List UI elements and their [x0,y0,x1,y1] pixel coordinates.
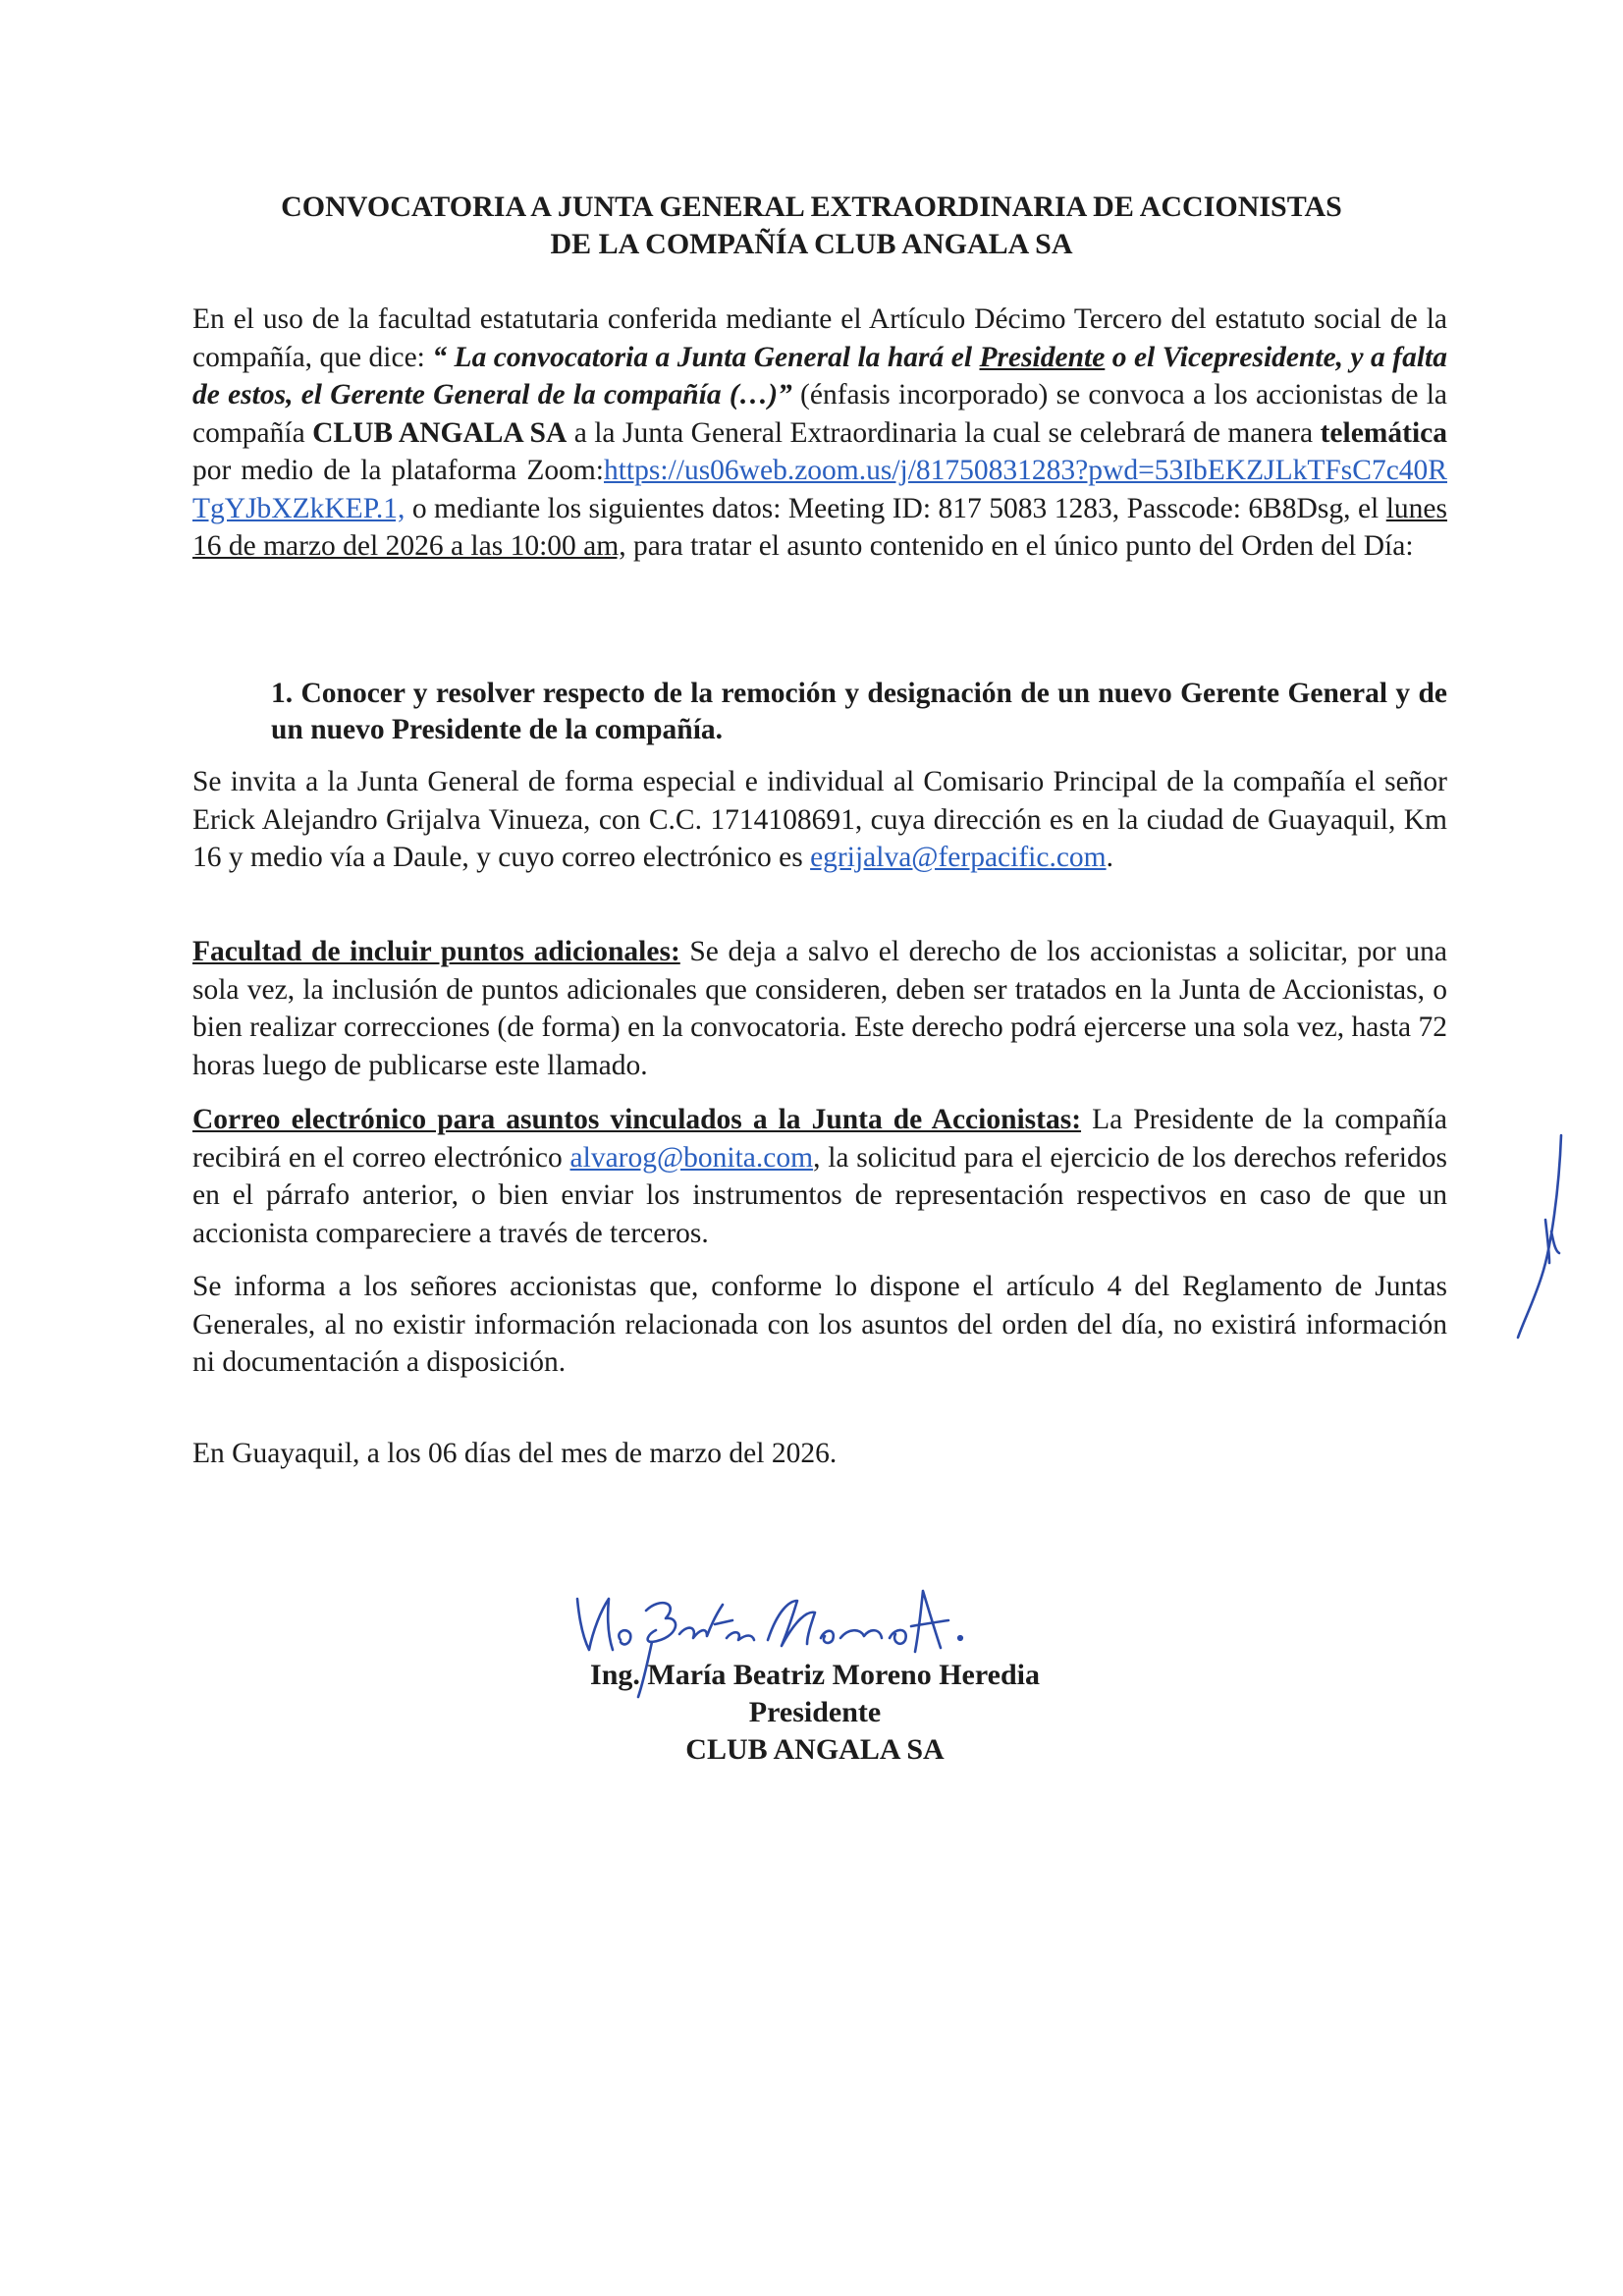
intro-text-4: por medio de la plataforma Zoom: [192,455,604,486]
intro-text-5: o mediante los siguientes datos: Meeting ID: 817 5083 1283, Passcode: 6B8Dsg, el [405,492,1386,524]
email-text-1: La Presidente de la compañía recibirá en el correo electrónico [192,1104,1447,1174]
president-email-link[interactable]: alvarog@bonita.com [569,1141,814,1174]
quote-part-3: o el Vicepresidente, y a falta de estos, el Gerente General de la compañía (…)” [192,341,1447,410]
agenda-item: 1. Conocer y resolver respecto de la remoción y designación de un nuevo Gerente General y de un nuevo Presidente de la compañía. [271,678,1447,745]
information-paragraph: Se informa a los señores accionistas que, conforme lo dispone el artículo 4 del Reglamento de Juntas Generales, al no existir información relacionada con los asuntos del orden del día, no existirá información ni documentación a disposición. [192,1271,1447,1378]
invitation-text: Se invita a la Junta General de forma especial e individual al Comisario Principal de la compañía el señor Erick Alejandro Grijalva Vinueza, con C.C. 1714108691, cuya dirección es en la ciudad de Guayaquil, Km 16 y medio vía a Daule, y cuyo correo electrónico es [192,766,1447,873]
additional-points-text: Se deja a salvo el derecho de los accionistas a solicitar, por una sola vez, la inclusión de puntos adicionales que consideren, deben ser tratados en la Junta de Accionistas, o bien realizar correcciones (de forma) en la convocatoria. Este derecho podrá ejercerse una sola vez, hasta 72 horas luego de publicarse este llamado. [192,936,1448,1081]
company-name: CLUB ANGALA SA [312,416,568,449]
invitation-end: . [1106,842,1113,873]
margin-initials [1512,1129,1571,1345]
intro-text-1: En el uso de la facultad estatutaria conferida mediante el Artículo Décimo Tercero del estatuto social de la compañía, que dice: [192,303,1447,373]
invitation-paragraph [192,763,1447,877]
quote-emphasis-presidente: Presidente [979,341,1106,373]
telematica-label: telemática [1320,416,1447,449]
email-paragraph [192,1101,1447,1252]
document-title [147,189,1476,263]
email-heading: Correo electrónico para asuntos vinculados a la Junta de Accionistas: [192,1104,1082,1135]
quote-part-1: “ La convocatoria a Junta General la hará el [432,341,980,373]
place-date: En Guayaquil, a los 06 días del mes de marzo del 2026. [192,1438,838,1469]
signatory-company: CLUB ANGALA SA [685,1733,945,1766]
title-line-1: CONVOCATORIA A JUNTA GENERAL EXTRAORDINARIA DE ACCIONISTAS [281,191,1342,223]
signature-block [471,1657,1159,1769]
commissioner-email-link[interactable]: egrijalva@ferpacific.com [810,842,1107,873]
meeting-date: lunes 16 de marzo del 2026 a las 10:00 am, [192,492,1447,562]
signatory-role: Presidente [748,1696,882,1728]
signatory-name: Ing. María Beatriz Moreno Heredia [590,1659,1040,1691]
intro-text-6: para tratar el asunto contenido en el único punto del Orden del Día: [625,530,1414,562]
title-line-2: DE LA COMPAÑÍA CLUB ANGALA SA [550,228,1073,260]
additional-points-heading: Facultad de incluir puntos adicionales: [192,936,680,967]
convocation-paragraph [192,301,1447,566]
intro-text-3: a la Junta General Extraordinaria la cual se celebrará de manera [567,416,1321,449]
zoom-link[interactable]: https://us06web.zoom.us/j/81750831283?pwd=53IbEKZJLkTFsC7c40RTgYJbXZkKEP.1, [192,455,1447,524]
email-text-2: , la solicitud para el ejercicio de los derechos referidos en el párrafo anterior, o bien enviar los instrumentos de representación respectivos en caso de que un accionista compareciere a través de terceros. [192,1141,1447,1249]
additional-points-paragraph [192,933,1447,1084]
intro-text-2: (énfasis incorporado) se convoca a los accionistas de la compañía [192,379,1447,449]
